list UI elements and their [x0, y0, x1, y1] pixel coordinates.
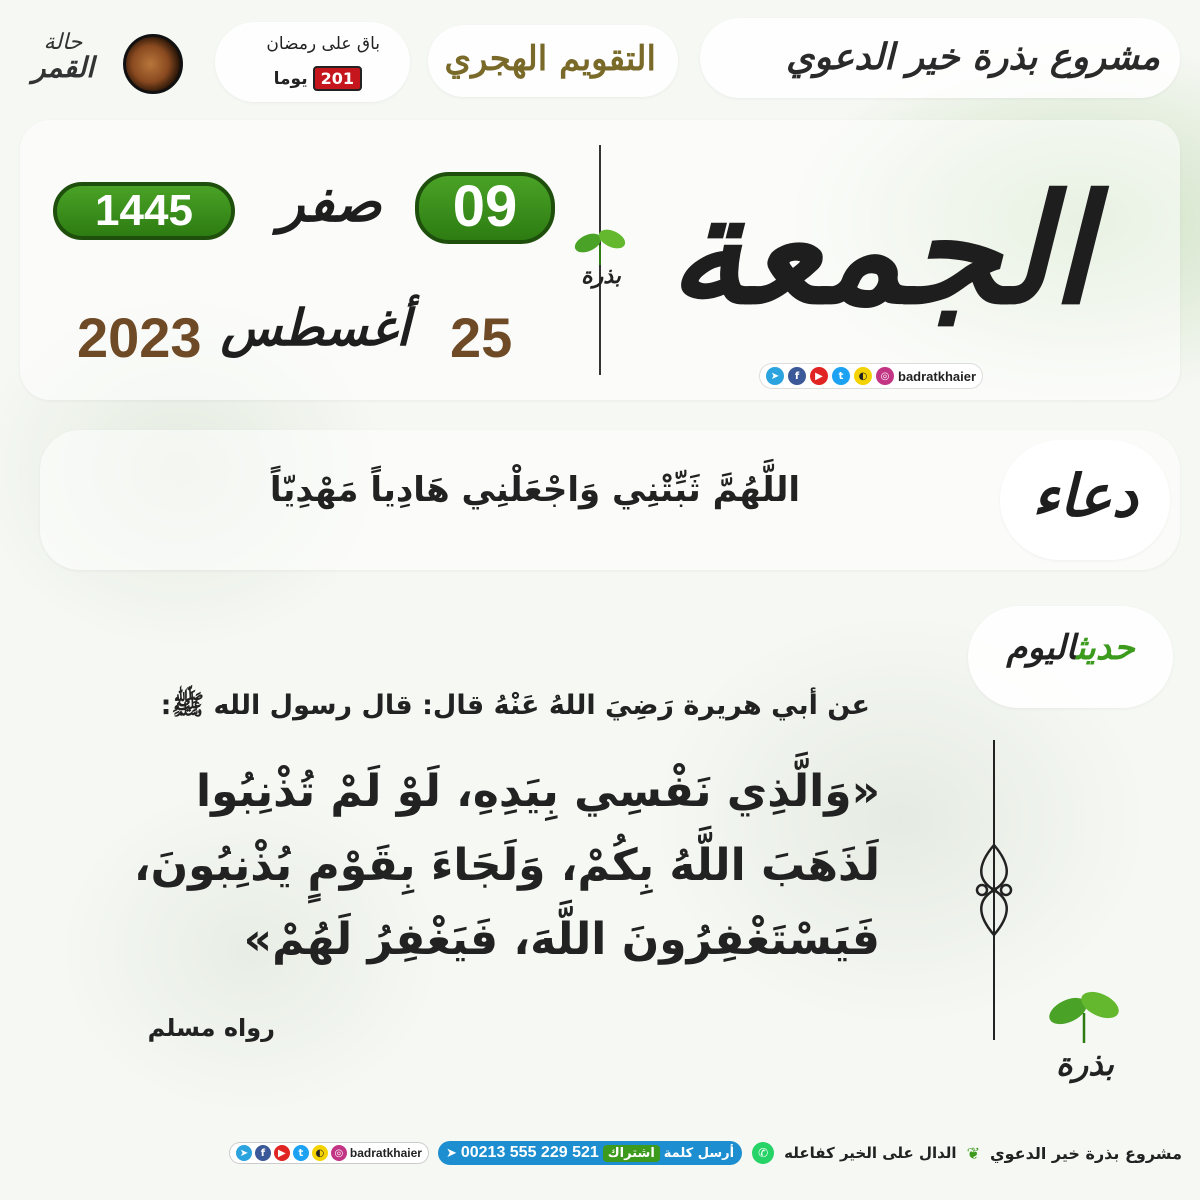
footer-telegram-icon[interactable]: ➤ [445, 1145, 457, 1161]
ramadan-countdown-pill [215, 22, 410, 102]
telegram-icon[interactable]: ➤ [236, 1145, 252, 1161]
footer-phone[interactable]: 00213 555 229 521 [460, 1144, 599, 1161]
twitter-icon[interactable]: t [832, 367, 850, 385]
logo-small [566, 225, 636, 315]
hadith-source: رواه مسلم [147, 1014, 275, 1042]
hadith-label-pill [968, 606, 1173, 708]
snapchat-icon[interactable]: ◐ [854, 367, 872, 385]
footer-logo-icon: ❦ [966, 1143, 980, 1163]
project-title: مشروع بذرة خير الدعوي [786, 36, 1160, 78]
subscribe-box [438, 1141, 742, 1165]
facebook-icon[interactable]: f [255, 1145, 271, 1161]
hadith-label [968, 628, 1173, 668]
social-bar-top [760, 364, 982, 388]
moon-label-line1: حالة [43, 30, 83, 55]
gregorian-day: 25 [450, 306, 513, 369]
ornament-icon [972, 840, 1016, 940]
ramadan-countdown-days: 201 [313, 66, 362, 91]
hadith-line-3: فَيَسْتَغْفِرُونَ اللَّهَ، فَيَغْفِرُ لَهُمْ» [243, 914, 880, 965]
moon-phase-icon [123, 34, 183, 94]
logo-large [1040, 985, 1130, 1115]
gregorian-year: 2023 [77, 306, 202, 369]
dua-label-pill [1000, 440, 1170, 560]
moon-label-line2: القمر [31, 51, 95, 84]
dua-label: دعاء [1032, 462, 1138, 530]
footer-bar [230, 1136, 1182, 1170]
footer-motto: الدال على الخير كفاعله [784, 1144, 957, 1162]
logo-large-text: بذرة [1056, 1045, 1114, 1083]
hijri-calendar-label: التقويم الهجري [444, 39, 656, 79]
ramadan-countdown-prefix: باق على رمضان [266, 34, 380, 54]
youtube-icon[interactable]: ▶ [810, 367, 828, 385]
instagram-icon[interactable]: ◎ [876, 367, 894, 385]
day-name: الجمعة [668, 162, 1092, 338]
social-bar-bottom [230, 1143, 428, 1163]
send-word-label: أرسل كلمة [663, 1145, 735, 1161]
twitter-icon[interactable]: t [293, 1145, 309, 1161]
gregorian-month: أغسطس [220, 298, 410, 357]
moon-label [28, 30, 98, 84]
hadith-line-1: «وَالَّذِي نَفْسِي بِيَدِهِ، لَوْ لَمْ تُذْنِبُوا [196, 766, 880, 817]
instagram-icon[interactable]: ◎ [331, 1145, 347, 1161]
ramadan-countdown-suffix: يوما [273, 68, 308, 89]
social-handle[interactable]: badratkhaier [898, 368, 977, 384]
hijri-month: صفر [278, 170, 382, 234]
hadith-line-2: لَذَهَبَ اللَّهُ بِكُمْ، وَلَجَاءَ بِقَوْمٍ يُذْنِبُونَ، [133, 840, 880, 891]
footer-handle[interactable]: badratkhaier [349, 1146, 422, 1160]
hijri-year-badge: 1445 [53, 182, 235, 240]
hadith-narrator: عن أبي هريرة رَضِيَ اللهُ عَنْهُ قال: قال رسول الله ﷺ: [160, 690, 870, 721]
snapchat-icon[interactable]: ◐ [312, 1145, 328, 1161]
logo-small-text: بذرة [581, 263, 621, 289]
hijri-calendar-pill [428, 25, 678, 97]
facebook-icon[interactable]: f [788, 367, 806, 385]
subscribe-badge[interactable]: اشتراك [603, 1145, 660, 1162]
hadith-label-part1: حديث [1076, 628, 1135, 668]
hijri-day-badge: 09 [415, 172, 555, 244]
project-title-pill [700, 18, 1180, 98]
whatsapp-icon[interactable]: ✆ [752, 1142, 774, 1164]
telegram-icon[interactable]: ➤ [766, 367, 784, 385]
hadith-label-part2: اليوم [1006, 628, 1076, 668]
youtube-icon[interactable]: ▶ [274, 1145, 290, 1161]
footer-project: مشروع بذرة خير الدعوي [989, 1143, 1182, 1163]
dua-text: اللَّهُمَّ ثَبِّتْنِي وَاجْعَلْنِي هَادِياً مَهْدِيّاً [269, 470, 800, 510]
